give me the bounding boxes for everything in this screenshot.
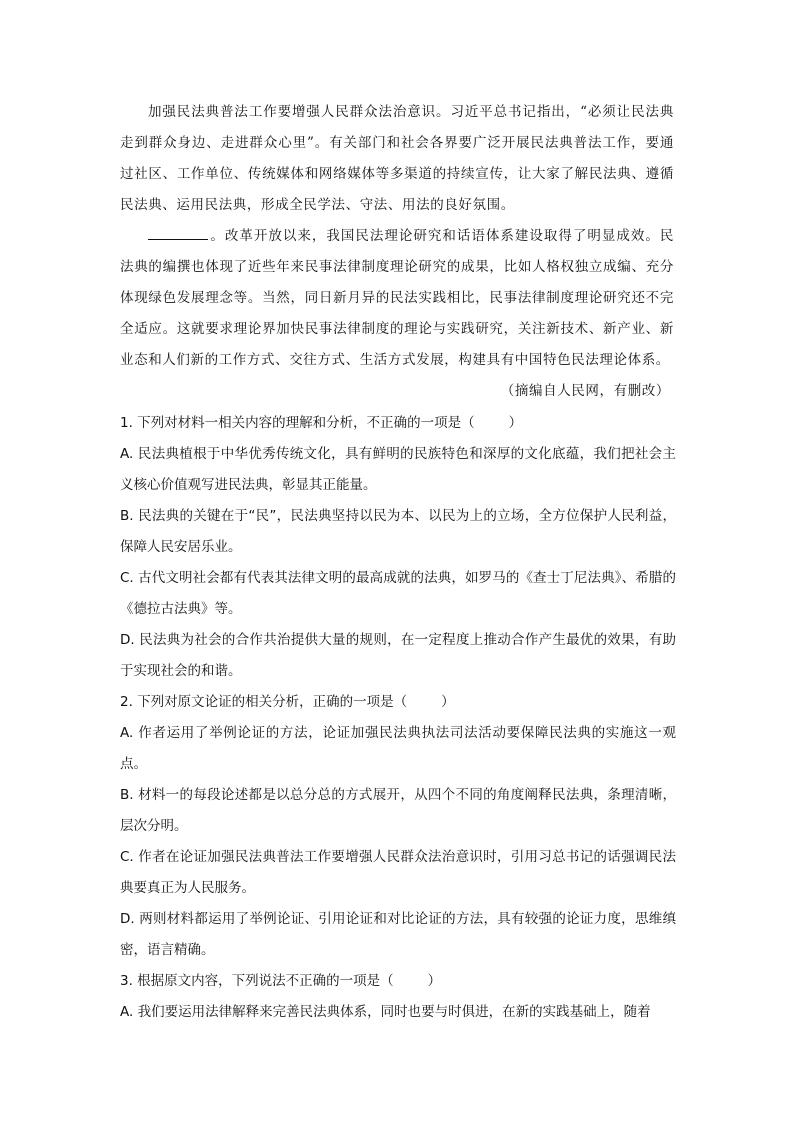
question-2-stem	[120, 687, 676, 718]
question-2-option-a: A. 作者运用了举例论证的方法，论证加强民法典执法司法活动要保障民法典的实施这一观点。	[120, 725, 676, 772]
question-1-option-a: A. 民法典植根于中华优秀传统文化，具有鲜明的民族特色和深厚的文化底蕴，我们把社会主义核心价值观写进民法典，彰显其正能量。	[120, 446, 676, 493]
question-list	[120, 408, 676, 1028]
question-1-option-c: C. 古代文明社会都有代表其法律文明的最高成就的法典，如罗马的《查士丁尼法典》、希腊的《德拉古法典》等。	[120, 570, 676, 617]
fill-in-blank	[148, 225, 208, 240]
question-2-stem-text: 2. 下列对原文论证的相关分析，正确的一项是（	[120, 694, 408, 710]
question-3-stem	[120, 966, 676, 997]
passage-paragraph-2	[120, 221, 674, 376]
passage-source: （摘编自人民网，有删改）	[500, 383, 670, 399]
question-2-option-c: C. 作者在论证加强民法典普法工作要增强人民群众法治意识时，引用习总书记的话强调民法典要真正为人民服务。	[120, 849, 676, 896]
question-1-stem	[120, 408, 676, 439]
reading-passage	[120, 97, 674, 407]
passage-paragraph-1: 加强民法典普法工作要增强人民群众法治意识。习近平总书记指出，“必须让民法典走到群众身边、走进群众心里”。有关部门和社会各界要广泛开展民法典普法工作，要通过社区、工作单位、传统媒体和网络媒体等多渠道的持续宣传，让大家了解民法典、遵循民法典、运用民法典，形成全民学法、守法、用法的良好氛围。	[120, 104, 674, 213]
question-3-option-a: A. 我们要运用法律解释来完善民法典体系，同时也要与时俱进，在新的实践基础上，随着	[120, 1004, 651, 1020]
question-2-option-d: D. 两则材料都运用了举例论证、引用论证和对比论证的方法，具有较强的论证力度，思维缜密，语言精确。	[120, 911, 676, 958]
question-1-stem-text: 1. 下列对材料一相关内容的理解和分析，不正确的一项是（	[120, 415, 475, 431]
question-2-option-b: B. 材料一的每段论述都是以总分总的方式展开，从四个不同的角度阐释民法典，条理清晰，层次分明。	[120, 787, 676, 834]
passage-paragraph-2-text: 。改革开放以来，我国民法理论研究和话语体系建设取得了明显成效。民法典的编撰也体现了近些年来民事法律制度理论研究的成果，比如人格权独立成编、充分体现绿色发展理念等。当然，同日新月异的民法实践相比，民事法律制度理论研究还不完全适应。这就要求理论界加快民事法律制度的理论与实践研究，关注新技术、新产业、新业态和人们新的工作方式、交往方式、生活方式发展，构建具有中国特色民法理论体系。	[120, 228, 674, 368]
question-1-option-b: B. 民法典的关键在于“民”，民法典坚持以民为本、以民为上的立场，全方位保护人民利益，保障人民安居乐业。	[120, 508, 676, 555]
question-3-stem-text: 3. 根据原文内容，下列说法不正确的一项是（	[120, 973, 394, 989]
question-3-stem-close: ）	[427, 973, 442, 989]
question-2-stem-close: ）	[441, 694, 455, 710]
question-1-option-d: D. 民法典为社会的合作共治提供大量的规则，在一定程度上推动合作产生最优的效果，有助于实现社会的和谐。	[120, 632, 676, 679]
question-1-stem-close: ）	[508, 415, 523, 431]
